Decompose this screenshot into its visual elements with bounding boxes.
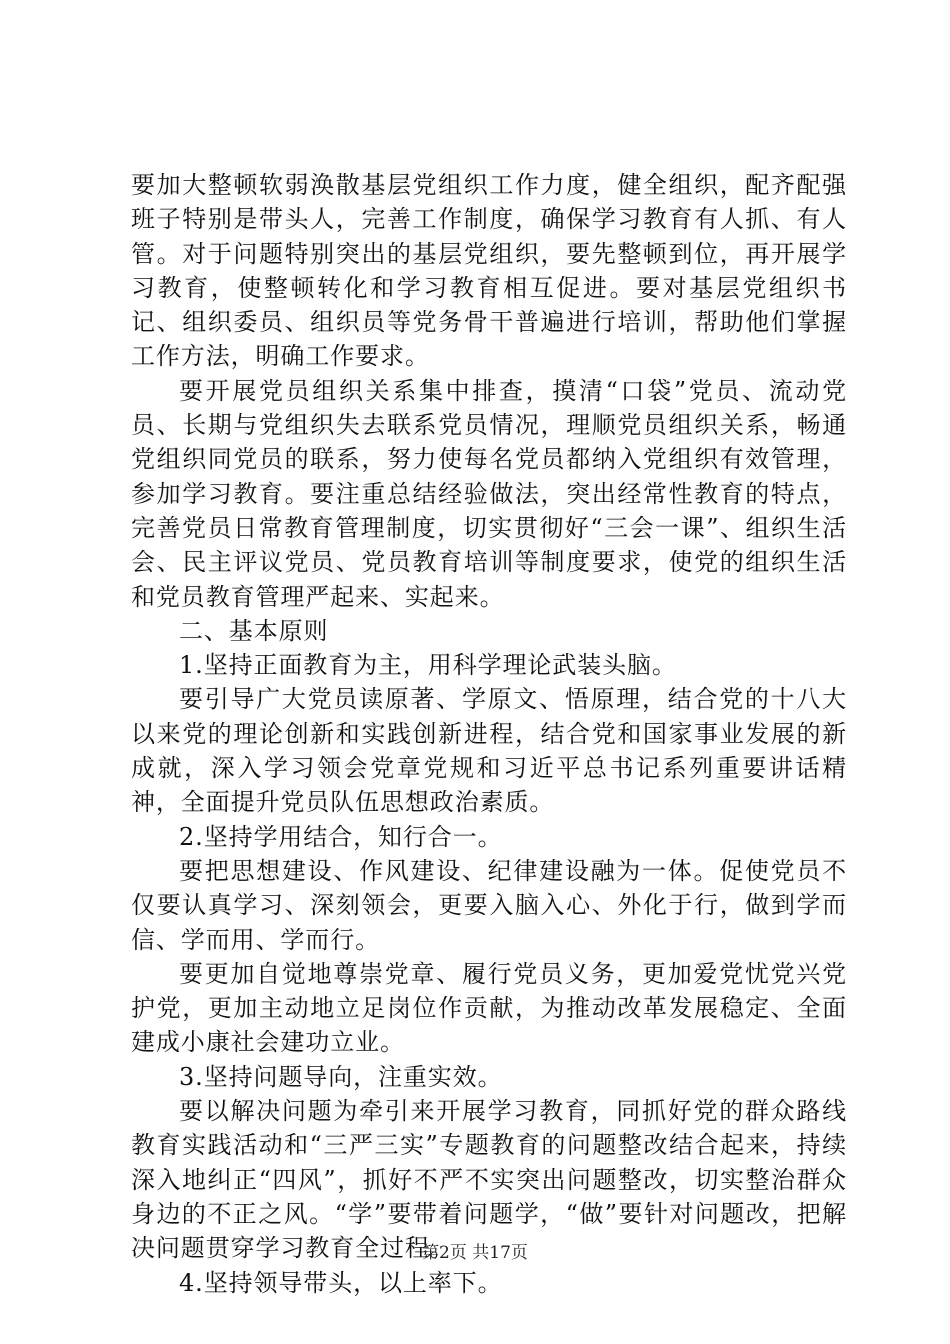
paragraph: 要把思想建设、作风建设、纪律建设融为一体。促使党员不仅要认真学习、深刻领会，更要入脑入心、外化于行，做到学而信、学而用、学而行。 xyxy=(131,856,847,954)
page-footer: 第2页 共17页 xyxy=(422,1243,528,1263)
paragraph: 要加大整顿软弱涣散基层党组织工作力度，健全组织，配齐配强班子特别是带头人，完善工作制度，确保学习教育有人抓、有人管。对于问题特别突出的基层党组织，要先整顿到位，再开展学习教育，使整顿转化和学习教育相互促进。要对基层党组织书记、组织委员、组织员等党务骨干普遍进行培训，帮助他们掌握工作方法，明确工作要求。 xyxy=(131,171,847,371)
paragraph: 要更加自觉地尊崇党章、履行党员义务，更加爱党忧党兴党护党，更加主动地立足岗位作贡献，为推动改革发展稳定、全面建成小康社会建功立业。 xyxy=(131,959,847,1057)
paragraph: 4.坚持领导带头，以上率下。 xyxy=(179,1268,503,1297)
paragraph: 2.坚持学用结合，知行合一。 xyxy=(179,822,503,851)
paragraph: 1.坚持正面教育为主，用科学理论武装头脑。 xyxy=(179,651,677,680)
paragraph: 要开展党员组织关系集中排查，摸清“口袋”党员、流动党员、长期与党组织失去联系党员情况，理顺党员组织关系，畅通党组织同党员的联系，努力使每名党员都纳入党组织有效管理，参加学习教育。要注重总结经验做法，突出经常性教育的特点，完善党员日常教育管理制度，切实贯彻好“三会一课”、组织生活会、民主评议党员、党员教育培训等制度要求，使党的组织生活和党员教育管理严起来、实起来。 xyxy=(131,376,847,611)
paragraph: 要以解决问题为牵引来开展学习教育，同抓好党的群众路线教育实践活动和“三严三实”专题教育的问题整改结合起来，持续深入地纠正“四风”，抓好不严不实突出问题整改，切实整治群众身边的不正之风。“学”要带着问题学，“做”要针对问题改，把解决问题贯穿学习教育全过程。 xyxy=(131,1097,847,1263)
paragraph: 二、基本原则 xyxy=(179,616,329,645)
document-body xyxy=(131,168,847,1300)
paragraph: 3.坚持问题导向，注重实效。 xyxy=(179,1062,503,1091)
paragraph: 要引导广大党员读原著、学原文、悟原理，结合党的十八大以来党的理论创新和实践创新进程，结合党和国家事业发展的新成就，深入学习领会党章党规和习近平总书记系列重要讲话精神，全面提升党员队伍思想政治素质。 xyxy=(131,685,847,817)
